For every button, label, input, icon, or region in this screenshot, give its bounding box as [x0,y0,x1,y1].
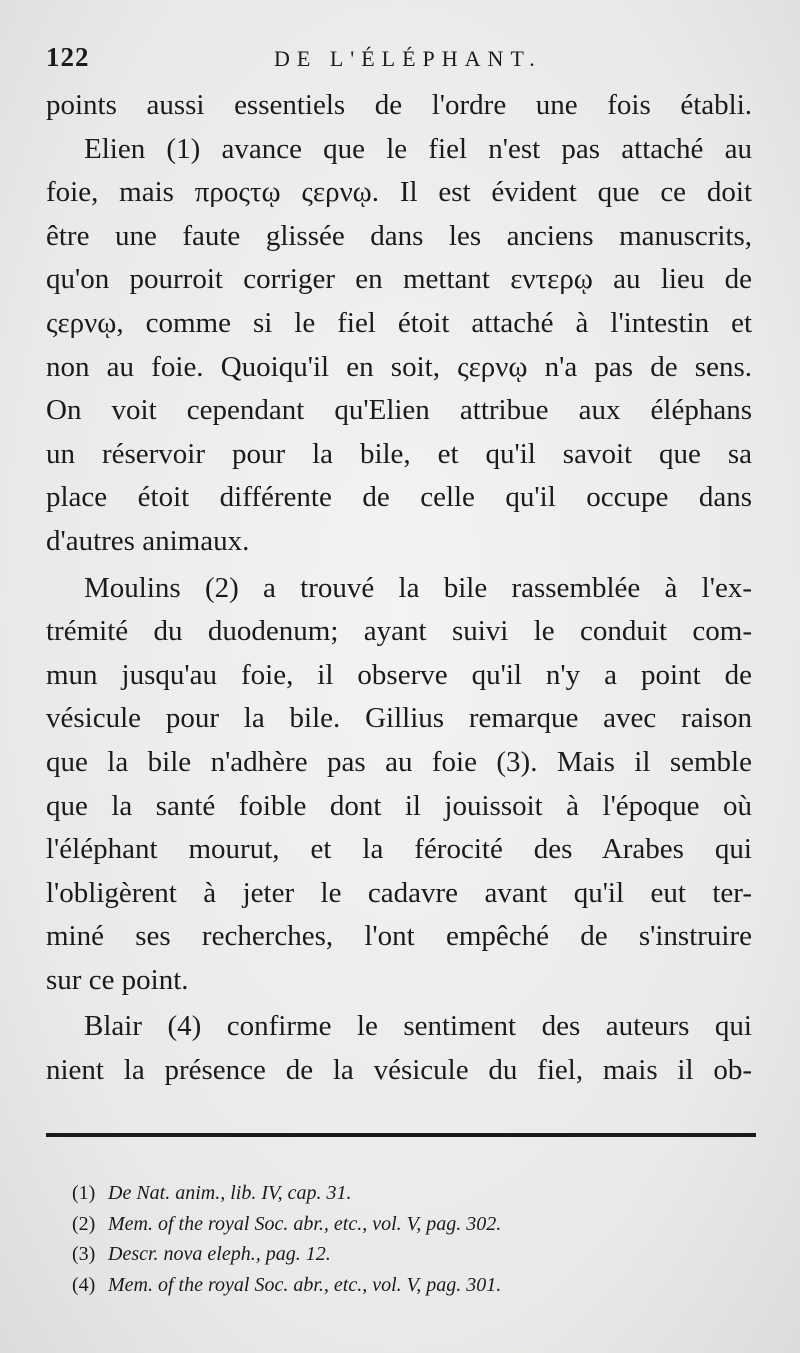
running-title: DE L'ÉLÉPHANT. [274,46,542,71]
footnote-mark: (2) [72,1212,96,1235]
text-line: qu'on pourroit corriger en mettant εντερῳ au lieu de [46,263,752,296]
text-line: que la santé foible dont il jouissoit à l'époque où [46,789,752,822]
text-line: Moulins (2) a trouvé la bile rassemblée à l'ex- [84,571,752,604]
text-line: d'autres animaux. [46,524,250,557]
text-line: vésicule pour la bile. Gillius remarque avec raison [46,702,752,735]
footnote [72,1209,752,1240]
text-line: Elien (1) avance que le fiel n'est pas attaché au [84,132,752,165]
footnote-text: Mem. of the royal Soc. abr., etc., vol. V, pag. 302. [108,1212,502,1235]
text-line: nient la présence de la vésicule du fiel, mais il ob- [46,1054,752,1087]
footnote-rule [46,1133,756,1137]
text-line: place étoit différente de celle qu'il occupe dans [46,481,752,514]
footnote-mark: (4) [72,1273,96,1296]
text-line: foie, mais προςτῳ ςερνῳ. Il est évident que ce doit [46,176,752,209]
footnote-mark: (1) [72,1182,96,1204]
text-line: sur ce point. [46,963,189,996]
text-line: l'obligèrent à jeter le cadavre avant qu'il eut ter- [46,876,752,909]
text-line: mun jusqu'au foie, il observe qu'il n'y a point de [46,658,752,691]
text-line: l'éléphant mourut, et la férocité des Arabes qui [46,833,752,866]
body-text [46,84,752,1093]
text-line: trémité du duodenum; ayant suivi le conduit com- [46,615,752,648]
text-line: un réservoir pour la bile, et qu'il savoit que sa [46,437,752,470]
text-line: miné ses recherches, l'ont empêché de s'instruire [46,920,752,953]
text-line: On voit cependant qu'Elien attribue aux éléphans [46,394,752,427]
footnote-text: Descr. nova eleph., pag. 12. [108,1243,331,1265]
footnote-text: De Nat. anim., lib. IV, cap. 31. [108,1182,352,1204]
text-line: non au foie. Quoiqu'il en soit, ςερνῳ n'a pas de sens. [46,350,752,383]
text-line: ςερνῳ, comme si le fiel étoit attaché à l'intestin et [46,306,752,339]
footnote [72,1178,752,1209]
running-head [46,42,752,78]
footnotes [72,1178,752,1300]
footnote [72,1239,752,1270]
text-line: que la bile n'adhère pas au foie (3). Mais il semble [46,745,752,778]
footnote-mark: (3) [72,1243,96,1265]
text-line: points aussi essentiels de l'ordre une fois établi. [46,89,752,121]
text-line: Blair (4) confirme le sentiment des auteurs qui [84,1010,752,1043]
footnote [72,1270,752,1301]
page-number: 122 [46,42,90,72]
text-line: être une faute glissée dans les anciens manuscrits, [46,219,752,252]
footnote-text: Mem. of the royal Soc. abr., etc., vol. V, pag. 301. [108,1273,502,1296]
